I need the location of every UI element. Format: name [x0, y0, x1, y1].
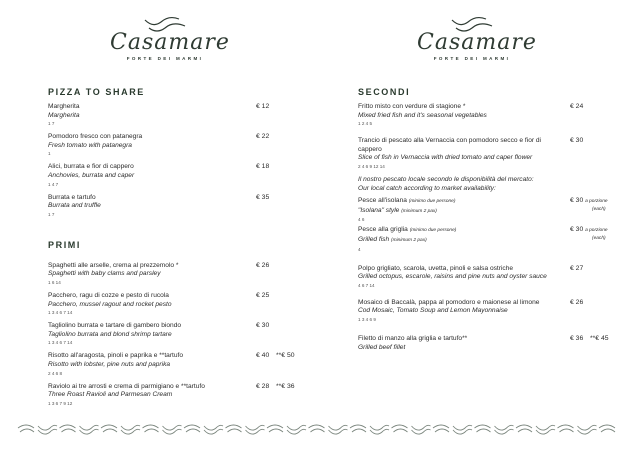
item-price: € 26 [570, 298, 584, 306]
menu-item [48, 133, 308, 157]
section-title-primi: PRIMI [48, 239, 82, 250]
item-allergens: 1 [48, 151, 51, 157]
item-allergens: 1 3 6 7 9 12 [48, 400, 73, 406]
item-unit: a porzione [585, 228, 608, 234]
left-column [48, 87, 308, 413]
note-english: Our local catch according to market availability: [358, 184, 496, 192]
item-name: Pesce all'isolana [358, 197, 407, 205]
item-english: Margherita [48, 111, 80, 119]
item-allergens: 1 2 4 5 [358, 121, 373, 127]
menu-item [358, 226, 618, 252]
menu-item [48, 322, 308, 346]
logo-name: Casamare [110, 30, 230, 55]
menu-item [358, 137, 618, 170]
item-english: Spaghetti with baby clams and parsley [48, 270, 161, 278]
item-price: € 28 [256, 382, 270, 390]
menu-item [358, 197, 618, 223]
item-price: € 30 [570, 226, 584, 234]
item-price: € 24 [570, 103, 584, 110]
item-allergens: 1 7 [48, 211, 55, 217]
item-name: Raviolo ai tre arrosti e crema di parmigiano e **tartufo [48, 382, 205, 390]
item-price: € 35 [256, 193, 270, 201]
item-unit-english: (each) [592, 236, 606, 242]
item-allergens: 4 [358, 246, 361, 252]
item-price-truffle: **€ 36 [276, 382, 295, 390]
logo-left [110, 14, 230, 61]
item-name-note: (minimo due persone) [408, 199, 456, 205]
menu-item [48, 383, 308, 407]
menu-item [48, 103, 308, 127]
item-english: Risotto with lobster, pine nuts and paprika [48, 360, 171, 368]
item-name: Pesce alla griglia [358, 226, 408, 234]
menu-item [358, 335, 618, 352]
item-price: € 18 [256, 163, 270, 171]
item-english: Slice of fish in Vernaccia with dried tomato and caper flower [358, 154, 533, 162]
item-english: Three Roast Ravioli and Parmesan Cream [48, 391, 173, 399]
item-price-truffle: **€ 50 [276, 352, 295, 360]
item-english-note: (minimum 2 pax) [391, 237, 427, 243]
item-name-note: (minimo due persone) [409, 228, 457, 234]
item-allergens: 4 6 [358, 217, 365, 223]
item-allergens: 4 6 7 14 [358, 282, 375, 288]
item-allergens: 1 3 4 6 7 14 [48, 340, 73, 346]
item-unit-english: (each) [592, 207, 606, 213]
item-name: Trancio di pescato alla Vernaccia con pomodoro secco e fior di cappero [358, 137, 542, 153]
item-price: € 26 [256, 261, 270, 269]
item-allergens: 1 3 4 6 9 [358, 316, 376, 322]
item-allergens: 1 6 14 [48, 279, 61, 285]
item-name: Tagliolino burrata e tartare di gambero biondo [48, 322, 182, 330]
item-english: Mixed fried fish and it's seasonal vegetables [358, 111, 487, 119]
menu-item [48, 163, 308, 187]
item-price: € 12 [256, 103, 270, 110]
item-unit: a porzione [585, 199, 608, 205]
item-price: € 30 [570, 197, 584, 205]
item-english: Cod Mosaic, Tomato Soup and Lemon Mayonnaise [358, 307, 508, 315]
item-allergens: 1 3 4 6 7 14 [48, 310, 73, 316]
item-price: € 30 [256, 322, 270, 330]
menu-item [358, 103, 618, 127]
item-name: Margherita [48, 103, 80, 110]
item-name: Pomodoro fresco con patanegra [48, 133, 143, 141]
item-name: Fritto misto con verdure di stagione * [358, 103, 466, 110]
item-english-note: (minimum 2 pax) [401, 208, 437, 214]
note-italian: Il nostro pescato locale secondo le disponibilità del mercato: [358, 175, 534, 183]
item-english: Fresh tomato with patanegra [48, 141, 132, 149]
item-name: Polpo grigliato, scarola, uvetta, pinoli e salsa ostriche [358, 264, 514, 272]
item-english: "Isolana" style [358, 206, 400, 214]
catch-note [358, 176, 618, 193]
item-price: € 36 [570, 334, 584, 342]
item-name: Pacchero, ragu di cozze e pesto di rucola [48, 291, 169, 299]
menu-item [48, 262, 308, 286]
item-allergens: 2 4 6 8 [48, 370, 63, 376]
item-english: Anchovies, burrata and caper [48, 171, 135, 179]
item-name: Risotto all'aragosta, pinoli e paprika e **tartufo [48, 352, 184, 360]
section-title-secondi: SECONDI [358, 87, 411, 97]
item-name: Filetto di manzo alla griglia e tartufo** [358, 334, 468, 342]
menu-item [358, 299, 618, 323]
logo-right [417, 14, 537, 61]
item-name: Alici, burrata e fior di cappero [48, 163, 134, 171]
item-english: Grilled beef fillet [358, 343, 406, 351]
item-english: Grilled octopus, escarole, raisins and pine nuts and oyster sauce [358, 273, 547, 281]
item-price: € 30 [570, 137, 584, 145]
logo-subtitle: FORTE DEI MARMI [433, 56, 511, 61]
item-price: € 22 [256, 133, 270, 141]
section-title-pizza: PIZZA TO SHARE [48, 87, 145, 97]
item-english: Tagliolino burrata and blond shrimp tartare [48, 330, 172, 338]
wave-border-icon [0, 420, 640, 442]
item-price: € 27 [570, 264, 584, 272]
item-english: Burrata and truffle [48, 202, 101, 210]
menu-item [48, 292, 308, 316]
item-english: Pacchero, mussel ragout and rocket pesto [48, 300, 172, 308]
item-name: Spaghetti alle arselle, crema al prezzemolo * [48, 261, 179, 269]
item-english: Grilled fish [358, 235, 390, 243]
item-allergens: 1 4 7 [48, 181, 59, 187]
item-name: Mosaico di Baccalà, pappa al pomodoro e maionese al limone [358, 298, 540, 306]
item-price-truffle: **€ 45 [590, 334, 609, 342]
item-name: Burrata e tartufo [48, 193, 96, 201]
item-allergens: 1 7 [48, 121, 55, 127]
menu-item [48, 194, 308, 218]
logo-name: Casamare [417, 30, 537, 55]
item-price: € 25 [256, 291, 270, 299]
menu-item [48, 352, 308, 376]
item-price: € 40 [256, 352, 270, 360]
item-allergens: 2 4 6 9 12 14 [358, 163, 385, 169]
right-column [358, 87, 618, 358]
logo-subtitle: FORTE DEI MARMI [126, 56, 204, 61]
menu-item [358, 265, 618, 289]
